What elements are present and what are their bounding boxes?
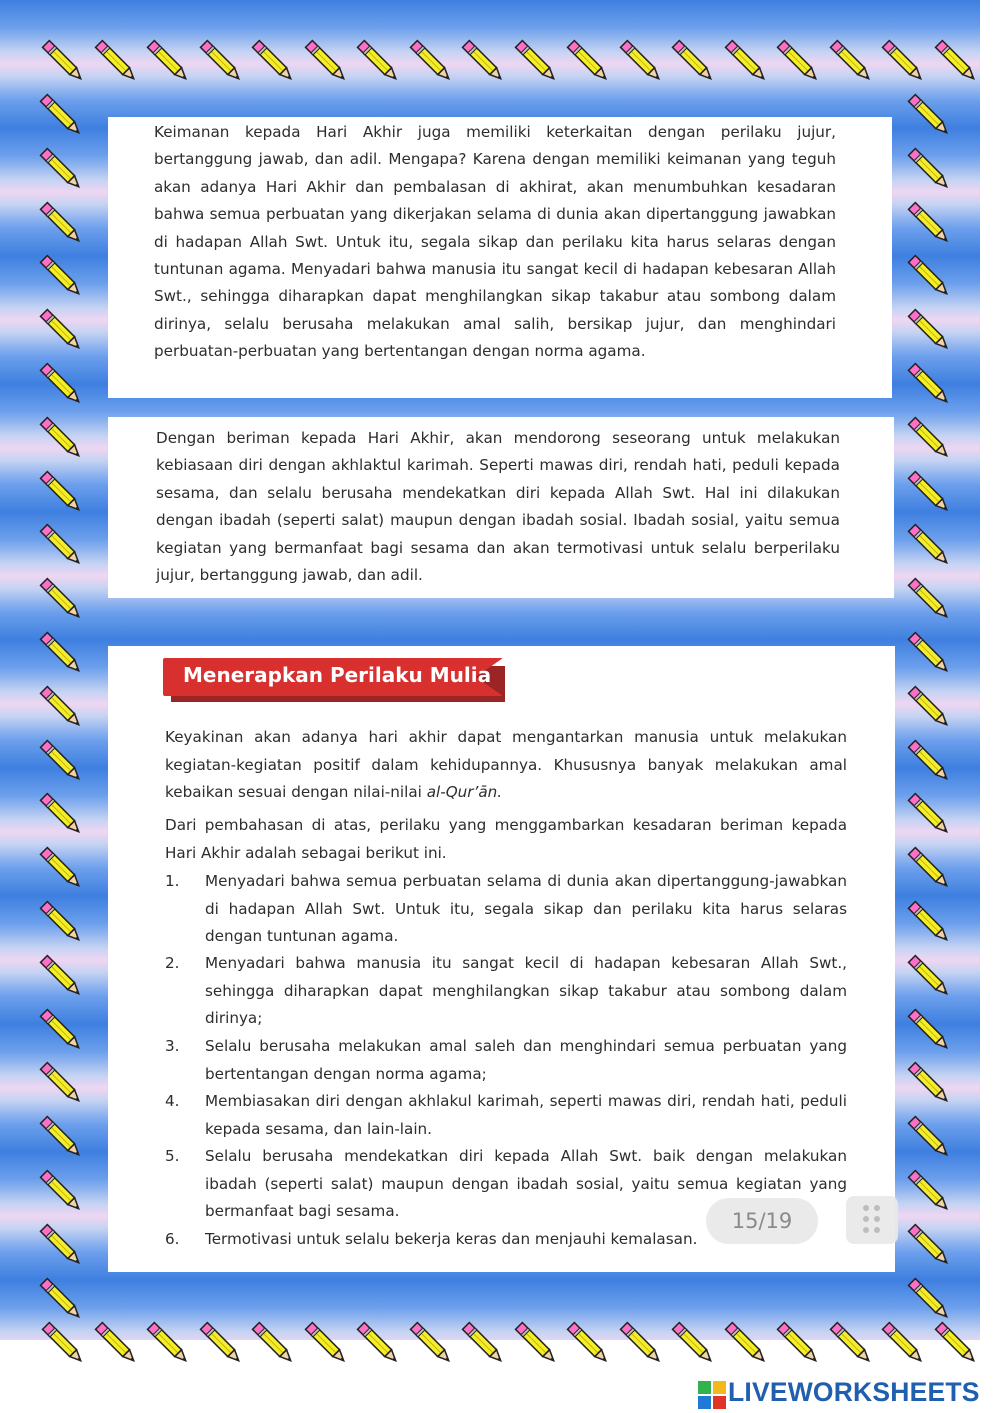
pencil-icon — [880, 1320, 932, 1372]
pencil-icon — [565, 1320, 617, 1372]
list-item-text: Menyadari bahwa semua perbuatan selama di dunia akan dipertanggung-jawabkan di hadapan Allah Swt. Untuk itu, segala sikap dan perilaku kita harus selaras dengan tuntunan agama. — [205, 872, 847, 946]
pencil-icon — [906, 1114, 958, 1166]
pencil-icon — [40, 1320, 92, 1372]
pencil-icon — [38, 738, 90, 790]
pencil-icon — [618, 1320, 670, 1372]
text-panel-1 — [108, 117, 892, 398]
pencil-icon — [906, 899, 958, 951]
pencil-icon — [38, 845, 90, 897]
pencil-icon — [250, 38, 302, 90]
pencil-icon — [145, 1320, 197, 1372]
intro-italic: al-Qur’ān. — [426, 783, 503, 802]
pencil-icon — [355, 38, 407, 90]
pencil-icon — [906, 522, 958, 574]
pencil-icon — [775, 38, 827, 90]
pencil-icon — [408, 38, 460, 90]
pencil-icon — [460, 1320, 512, 1372]
panel-1-paragraph: Keimanan kepada Hari Akhir juga memiliki keterkaitan dengan perilaku jujur, bertanggung jawab, dan adil. Mengapa? Karena dengan memiliki keimanan yang teguh akan adanya Hari Akhir dan pembalasan di akhirat, akan menumbuhkan kesadaran bahwa semua perbuatan yang dikerjakan selama di dunia akan dipertanggung jawabkan di hadapan Allah Swt. Untuk itu, segala sikap dan perilaku kita harus selaras dengan tuntunan agama. Menyadari bahwa manusia itu sangat kecil di hadapan kebesaran Allah Swt., sehingga diharapkan dapat menghilangkan sikap takabur atau sombong dalam dirinya, selalu berusaha melakukan amal salih, bersikap jujur, dan menghindari perbuatan-perbuatan yang bertentangan dengan norma agama. — [154, 123, 836, 361]
pencil-icon — [906, 361, 958, 413]
pencil-icon — [906, 630, 958, 682]
pencil-icon — [38, 1276, 90, 1328]
pencil-icon — [906, 845, 958, 897]
brand-name: LIVEWORKSHEETS — [728, 1377, 980, 1407]
pencil-icon — [906, 92, 958, 144]
panel-2-paragraph: Dengan beriman kepada Hari Akhir, akan mendorong seseorang untuk melakukan kebiasaan diri dengan akhlaktul karimah. Seperti mawas diri, rendah hati, peduli kepada sesama, dan selalu berusaha mendekatkan diri kepada Allah Swt. Hal ini dilakukan dengan ibadah (seperti salat) maupun dengan ibadah sosial. Ibadah sosial, yaitu semua kegiatan yang bermanfaat bagi sesama dan akan termotivasi untuk selalu berperilaku jujur, bertanggung jawab, dan adil. — [156, 429, 840, 585]
pencil-icon — [906, 576, 958, 628]
pencil-icon — [38, 684, 90, 736]
list-item-number: 6. — [165, 1230, 180, 1248]
pencil-icon — [906, 738, 958, 790]
list-item-text: Termotivasi untuk selalu bekerja keras dan menjauhi kemalasan. — [205, 1230, 698, 1248]
pencil-icon — [670, 1320, 722, 1372]
liveworksheets-brand[interactable] — [698, 1377, 994, 1411]
pencil-icon — [355, 1320, 407, 1372]
pencil-icon — [198, 38, 250, 90]
pencil-icon — [38, 1007, 90, 1059]
pencil-icon — [906, 1060, 958, 1112]
section-heading: Menerapkan Perilaku Mulia — [183, 663, 492, 687]
list-item-number: 1. — [165, 872, 180, 890]
text-panel-2 — [108, 417, 894, 598]
pencil-icon — [618, 38, 670, 90]
pencil-icon — [38, 1222, 90, 1274]
pencil-icon — [38, 1114, 90, 1166]
pencil-icon — [565, 38, 617, 90]
pencil-icon — [250, 1320, 302, 1372]
pencil-icon — [513, 1320, 565, 1372]
intro-paragraph — [165, 724, 847, 807]
pencil-icon — [38, 791, 90, 843]
pencil-icon — [723, 1320, 775, 1372]
text-panel-3 — [108, 646, 895, 1272]
pencil-icon — [880, 38, 932, 90]
pencil-icon — [40, 38, 92, 90]
page-indicator[interactable]: 15/19 — [706, 1198, 818, 1244]
pencil-icon — [906, 684, 958, 736]
section-heading-banner — [163, 658, 543, 702]
pencil-icon — [906, 1168, 958, 1220]
pencil-icon — [93, 38, 145, 90]
pencil-icon — [906, 953, 958, 1005]
pencil-icon — [38, 576, 90, 628]
pencil-icon — [408, 1320, 460, 1372]
pencil-icon — [38, 92, 90, 144]
pencil-icon — [145, 38, 197, 90]
pencil-icon — [38, 1060, 90, 1112]
pencil-icon — [933, 1320, 985, 1372]
pencil-icon — [906, 1276, 958, 1328]
pencil-icon — [38, 899, 90, 951]
list-item-text: Selalu berusaha melakukan amal saleh dan menghindari semua perbuatan yang bertentangan dengan norma agama; — [205, 1037, 847, 1083]
pencil-icon — [906, 469, 958, 521]
pencil-icon — [906, 791, 958, 843]
pencil-icon — [38, 253, 90, 305]
pencil-icon — [670, 38, 722, 90]
pencil-icon — [828, 1320, 880, 1372]
pencil-icon — [906, 1222, 958, 1274]
drag-handle-icon — [862, 1204, 882, 1236]
pencil-icon — [906, 307, 958, 359]
pencil-icon — [775, 1320, 827, 1372]
pencil-icon — [906, 1007, 958, 1059]
pencil-icon — [828, 38, 880, 90]
pencil-icon — [38, 522, 90, 574]
pencil-icon — [303, 1320, 355, 1372]
pencil-icon — [933, 38, 985, 90]
pencil-icon — [38, 200, 90, 252]
pencil-icon — [38, 415, 90, 467]
pencil-icon — [460, 38, 512, 90]
pencil-icon — [38, 307, 90, 359]
drag-handle-button[interactable] — [846, 1196, 898, 1244]
pencil-icon — [38, 469, 90, 521]
list-item-number: 2. — [165, 954, 180, 972]
pencil-icon — [38, 1168, 90, 1220]
list-item-text: Membiasakan diri dengan akhlakul karimah, seperti mawas diri, rendah hati, peduli kepada sesama, dan lain-lain. — [205, 1092, 847, 1138]
pencil-icon — [38, 361, 90, 413]
pencil-icon — [723, 38, 775, 90]
list-item-text: Selalu berusaha mendekatkan diri kepada Allah Swt. baik dengan melakukan ibadah (seperti salat) maupun dengan ibadah sosial, yaitu semua kegiatan yang bermanfaat bagi sesama. — [205, 1147, 847, 1221]
pencil-icon — [198, 1320, 250, 1372]
pencil-icon — [906, 146, 958, 198]
list-item-number: 3. — [165, 1037, 180, 1055]
pencil-icon — [906, 200, 958, 252]
pencil-icon — [303, 38, 355, 90]
pencil-icon — [38, 630, 90, 682]
liveworksheets-logo-icon — [698, 1381, 726, 1409]
pencil-icon — [906, 415, 958, 467]
intro-paragraph-2: Dari pembahasan di atas, perilaku yang menggambarkan kesadaran beriman kepada Hari Akhir adalah sebagai berikut ini. — [165, 816, 847, 862]
list-item-text: Menyadari bahwa manusia itu sangat kecil di hadapan kebesaran Allah Swt., sehingga diharapkan dapat menghilangkan sikap takabur atau sombong dalam dirinya; — [205, 954, 847, 1028]
pencil-icon — [513, 38, 565, 90]
pencil-icon — [38, 953, 90, 1005]
pencil-icon — [906, 253, 958, 305]
list-item-number: 5. — [165, 1147, 180, 1165]
pencil-icon — [93, 1320, 145, 1372]
list-item-number: 4. — [165, 1092, 180, 1110]
pencil-icon — [38, 146, 90, 198]
intro-text: Keyakinan akan adanya hari akhir dapat mengantarkan manusia untuk melakukan kegiatan-kegiatan positif dalam kehidupannya. Khususnya banyak melakukan amal kebaikan sesuai dengan nilai-nilai — [165, 728, 847, 802]
